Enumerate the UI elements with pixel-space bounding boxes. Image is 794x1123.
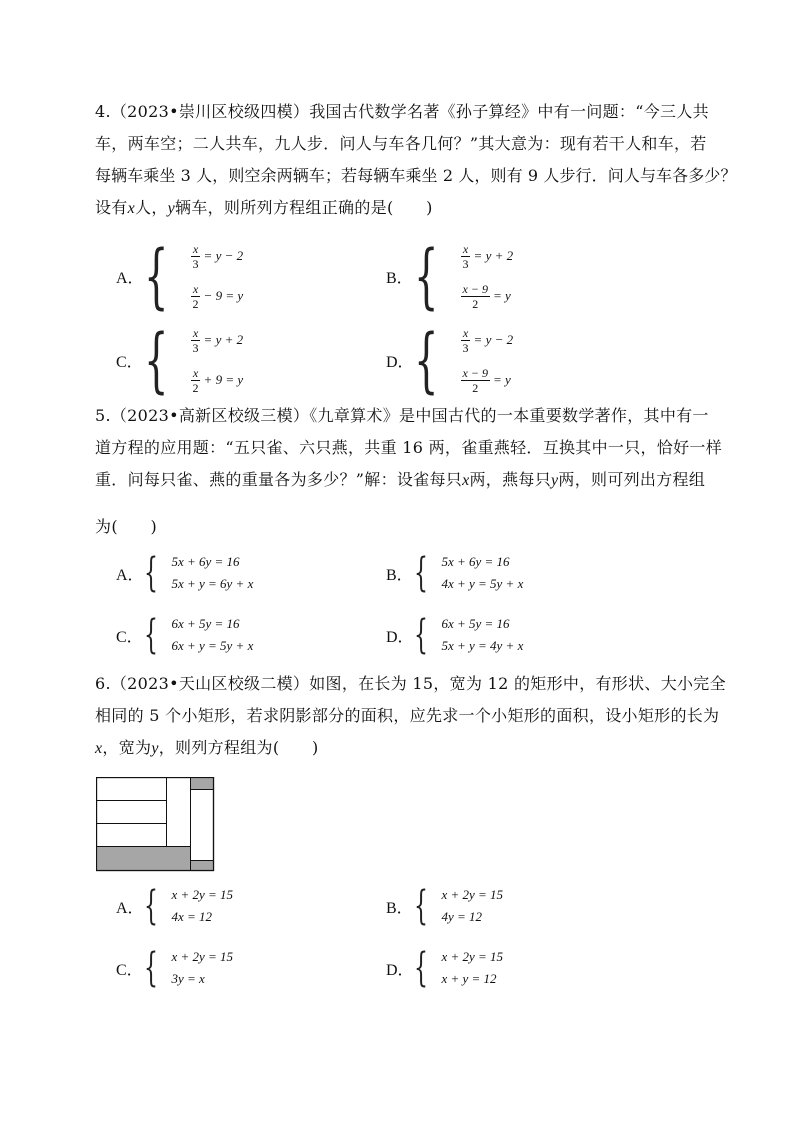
left-brace-icon: { [414,883,428,929]
question-4 [95,96,737,225]
option-d[interactable]: D． { x + 2y = 15 x + y = 12 [386,945,504,991]
left-brace-icon: { [144,945,158,991]
left-brace-icon: { [414,319,439,401]
question-source: （2023•高新区校级三模） [110,406,310,425]
left-brace-icon: { [144,550,158,596]
question-4-stem: 4.（2023•崇川区校级四模）我国古代数学名著《孙子算经》中有一问题：“今三人共 车，两车空；二人共车，九人步．问人与车各几何？”其大意为：现有若干人和车，若 每辆车乘坐 3 人，则空余两辆车；若每辆车乘坐 2 人，则有 9 人步行．问人与车各多少？ 设有x人，y辆车，则所列方程组正确的是( ) [95,102,737,217]
option-d[interactable]: D． { 6x + 5y = 16 5x + y = 4y + x [386,612,524,658]
answer-bracket[interactable]: ( ) [386,198,433,217]
question-number: 6. [95,674,111,693]
question-source: （2023•崇川区校级四模） [110,102,310,121]
question-number: 4. [95,102,111,121]
option-c[interactable]: C． { 6x + 5y = 16 6x + y = 5y + x [116,612,254,658]
left-brace-icon: { [144,612,158,658]
option-b[interactable]: B． { $\frac{x}{3}$ = y + 2 $\frac{x - 9}{2}$ = y [386,235,514,317]
rectangle-figure [96,777,216,873]
option-c[interactable]: C． { x + 2y = 15 3y = x [116,945,234,991]
left-brace-icon: { [144,319,169,401]
question-5 [95,400,723,543]
left-brace-icon: { [144,235,169,317]
option-d[interactable]: D． { $\frac{x}{3}$ = y − 2 $\frac{x - 9}{2}$ = y [386,319,514,401]
left-brace-icon: { [414,235,439,317]
shaded-region-top-right [191,778,214,790]
left-brace-icon: { [414,945,428,991]
option-b[interactable]: B． { 5x + 6y = 16 4x + y = 5y + x [386,550,524,596]
answer-bracket[interactable]: ( ) [272,738,319,757]
answer-bracket[interactable]: ( ) [111,517,157,536]
option-c[interactable]: C． { $\frac{x}{3}$ = y + 2 $\frac{x}{2}$ + 9 = y [116,319,244,401]
option-a[interactable]: A． { $\frac{x}{3}$ = y − 2 $\frac{x}{2}$ − 9 = y [116,235,244,317]
question-number: 5. [95,406,111,425]
option-b[interactable]: B． { x + 2y = 15 4y = 12 [386,883,504,929]
shaded-region-bottom-right [191,861,214,871]
question-6-stem: 6.（2023•天山区校级二模）如图，在长为 15，宽为 12 的矩形中，有形状、大小完全 相同的 5 个小矩形，若求阴影部分的面积，应先求一个小矩形的面积，设小矩形的长为 x，宽为y，则列方程组为( ) [95,674,726,757]
left-brace-icon: { [144,883,158,929]
left-brace-icon: { [414,550,428,596]
question-source: （2023•天山区校级二模） [110,674,310,693]
question-5-stem: 5.（2023•高新区校级三模）《九章算术》是中国古代的一本重要数学著作，其中有一 道方程的应用题：“五只雀、六只燕，共重 16 两，雀重燕轻．互换其中一只，恰好一样 重．问每只雀、燕的重量各为多少？”解：设雀每只x两，燕每只y两，则可列出方程组 为( ) [95,406,723,536]
left-brace-icon: { [414,612,428,658]
shaded-region-bottom [97,847,191,871]
option-a[interactable]: A． { x + 2y = 15 4x = 12 [116,883,234,929]
option-a[interactable]: A． { 5x + 6y = 16 5x + y = 6y + x [116,550,254,596]
question-6 [95,668,726,765]
